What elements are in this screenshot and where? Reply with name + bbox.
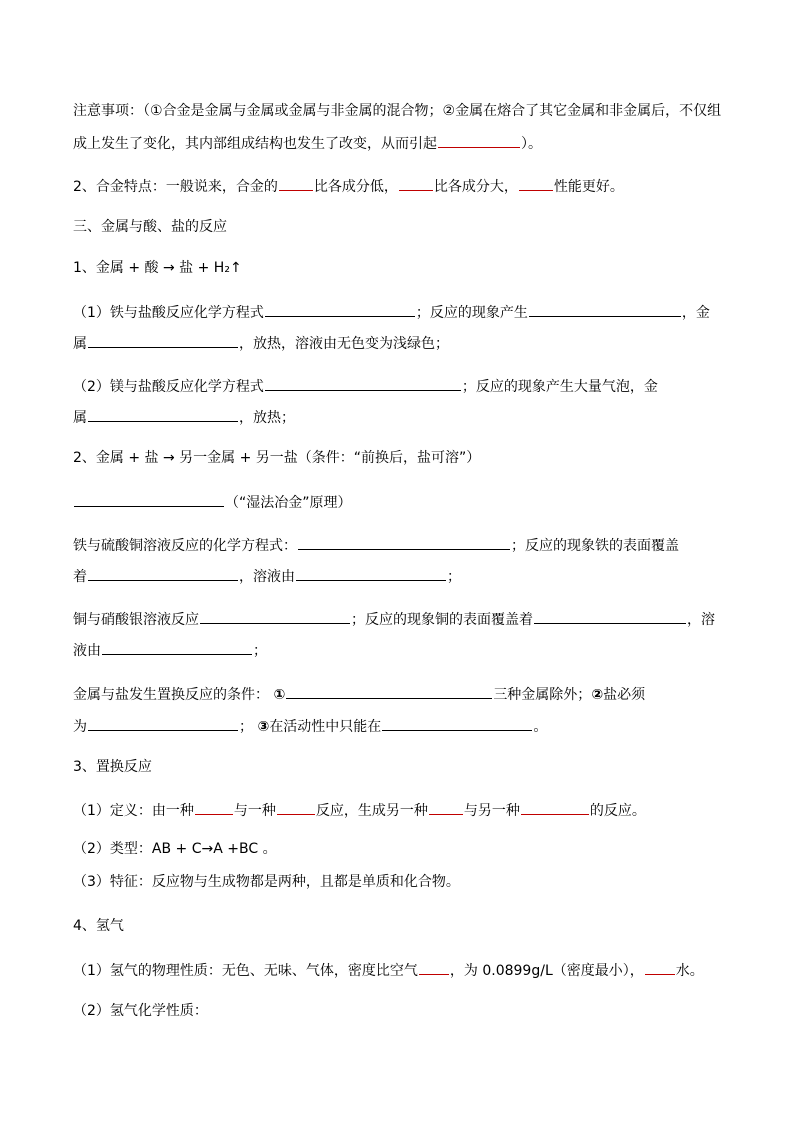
text: ，溶液由 — [239, 569, 295, 585]
text: ；反应的现象铁的表面覆盖 — [511, 538, 679, 554]
text: 的反应。 — [589, 803, 646, 819]
mg-acid-line-2 — [73, 407, 295, 427]
answer-blank[interactable] — [88, 716, 238, 731]
answer-blank[interactable] — [88, 333, 238, 348]
answer-blank[interactable] — [102, 640, 252, 655]
text: （2）氢气化学性质： — [73, 1003, 208, 1019]
answer-blank[interactable] — [438, 133, 520, 148]
answer-blank[interactable] — [534, 609, 686, 624]
answer-blank[interactable] — [521, 800, 589, 815]
iron-copper-line-2 — [73, 566, 461, 586]
text: 与一种 — [233, 803, 276, 819]
text: ，溶 — [687, 612, 715, 628]
iron-acid-line-2 — [73, 333, 449, 353]
replace-feature-line — [73, 873, 460, 891]
hydrogen-heading — [73, 917, 124, 935]
section-heading — [73, 218, 227, 236]
answer-blank[interactable] — [279, 176, 313, 191]
acid-heading — [73, 259, 242, 277]
answer-blank[interactable] — [277, 800, 315, 815]
circled-number-1: ① — [273, 687, 286, 703]
text: 在活动性中只能在 — [269, 719, 382, 735]
text: （3）特征：反应物与生成物都是两种，且都是单质和化合物。 — [73, 874, 460, 890]
text: 水。 — [675, 963, 704, 979]
text: ；反应的现象产生 — [415, 305, 528, 321]
answer-blank[interactable] — [529, 302, 681, 317]
text: 三种金属除外； — [493, 687, 592, 703]
text: （1）铁与盐酸反应化学方程式 — [73, 305, 264, 321]
notes-line-2 — [73, 133, 542, 153]
section-title: 三、金属与酸、盐的反应 — [73, 219, 227, 235]
text: ；反应的现象产生大量气泡，金 — [461, 379, 658, 395]
answer-blank[interactable] — [74, 492, 224, 507]
text: （1）氢气的物理性质：无色、无味、气体，密度比空气 — [73, 963, 418, 979]
replace-type-line — [73, 840, 277, 858]
text: 与另一种 — [463, 803, 520, 819]
text: 为 — [73, 719, 87, 735]
answer-blank[interactable] — [519, 176, 553, 191]
text: ； — [447, 569, 461, 585]
answer-blank[interactable] — [296, 566, 446, 581]
hydrogen-chemical-line — [73, 1002, 208, 1020]
text: 比各成分大， — [433, 179, 518, 195]
text: 比各成分低， — [313, 179, 398, 195]
text: 着 — [73, 569, 87, 585]
answer-blank[interactable] — [88, 407, 238, 422]
notes-line-1 — [73, 102, 721, 120]
text: （2）类型：AB + C→A +BC 。 — [73, 841, 277, 857]
wet-metallurgy-line — [73, 492, 352, 512]
text: 属 — [73, 336, 87, 352]
copper-silver-line-1 — [73, 609, 715, 629]
text: 注意事项：（①合金是金属与金属或金属与非金属的混合物；②金属在熔合了其它金属和非金属后，不仅组 — [73, 103, 722, 119]
answer-blank[interactable] — [195, 800, 233, 815]
iron-copper-line-1 — [73, 535, 679, 555]
text: 2、合金特点：一般说来，合金的 — [73, 179, 278, 195]
subsection-title: 3、置换反应 — [73, 759, 152, 775]
answer-blank[interactable] — [200, 609, 350, 624]
subsection-title: 1、金属 + 酸 → 盐 + H₂↑ — [73, 260, 242, 276]
text: 属 — [73, 410, 87, 426]
text: ，为 0.0899g/L（密度最小）， — [449, 963, 644, 979]
answer-blank[interactable] — [286, 684, 492, 699]
answer-blank[interactable] — [382, 716, 532, 731]
copper-silver-line-2 — [73, 640, 267, 660]
subsection-title: 2、金属 + 盐 → 另一金属 + 另一盐（条件：“前换后，盐可溶”） — [73, 450, 481, 466]
alloy-features-line — [73, 176, 624, 196]
text: 反应，生成另一种 — [315, 803, 428, 819]
text: ，金 — [681, 305, 710, 321]
answer-blank[interactable] — [429, 800, 463, 815]
answer-blank[interactable] — [88, 566, 238, 581]
answer-blank[interactable] — [265, 302, 415, 317]
replace-definition-line — [73, 800, 646, 820]
text: 金属与盐发生置换反应的条件： — [73, 687, 269, 703]
subsection-title: 4、氢气 — [73, 918, 124, 934]
circled-number-3: ③ — [257, 719, 270, 735]
circled-number-2: ② — [591, 687, 604, 703]
condition-line-2 — [73, 716, 547, 736]
text: ； — [253, 643, 267, 659]
hydrogen-physical-line — [73, 960, 704, 980]
answer-blank[interactable] — [399, 176, 433, 191]
text: 铜与硝酸银溶液反应 — [73, 612, 199, 628]
answer-blank[interactable] — [645, 960, 675, 975]
text: （1）定义：由一种 — [73, 803, 194, 819]
answer-blank[interactable] — [419, 960, 449, 975]
text: （2）镁与盐酸反应化学方程式 — [73, 379, 264, 395]
replace-heading — [73, 758, 152, 776]
text: ；反应的现象铜的表面覆盖着 — [351, 612, 533, 628]
salt-heading — [73, 449, 480, 467]
text: ； — [239, 719, 253, 735]
iron-acid-line-1 — [73, 302, 710, 322]
mg-acid-line-1 — [73, 376, 658, 396]
text: 盐必须 — [603, 687, 646, 703]
condition-line-1 — [73, 684, 645, 704]
text: 。 — [533, 719, 548, 735]
answer-blank[interactable] — [265, 376, 461, 391]
text: 铁与硫酸铜溶液反应的化学方程式： — [73, 538, 297, 554]
text: 性能更好。 — [553, 179, 624, 195]
text: （“湿法冶金”原理） — [225, 495, 352, 511]
text: ，放热； — [239, 410, 295, 426]
text: ）。 — [521, 136, 542, 152]
text: 成上发生了变化，其内部组成结构也发生了改变，从而引起 — [73, 136, 437, 152]
answer-blank[interactable] — [298, 535, 510, 550]
text: ，放热，溶液由无色变为浅绿色； — [239, 336, 449, 352]
text: 液由 — [73, 643, 101, 659]
